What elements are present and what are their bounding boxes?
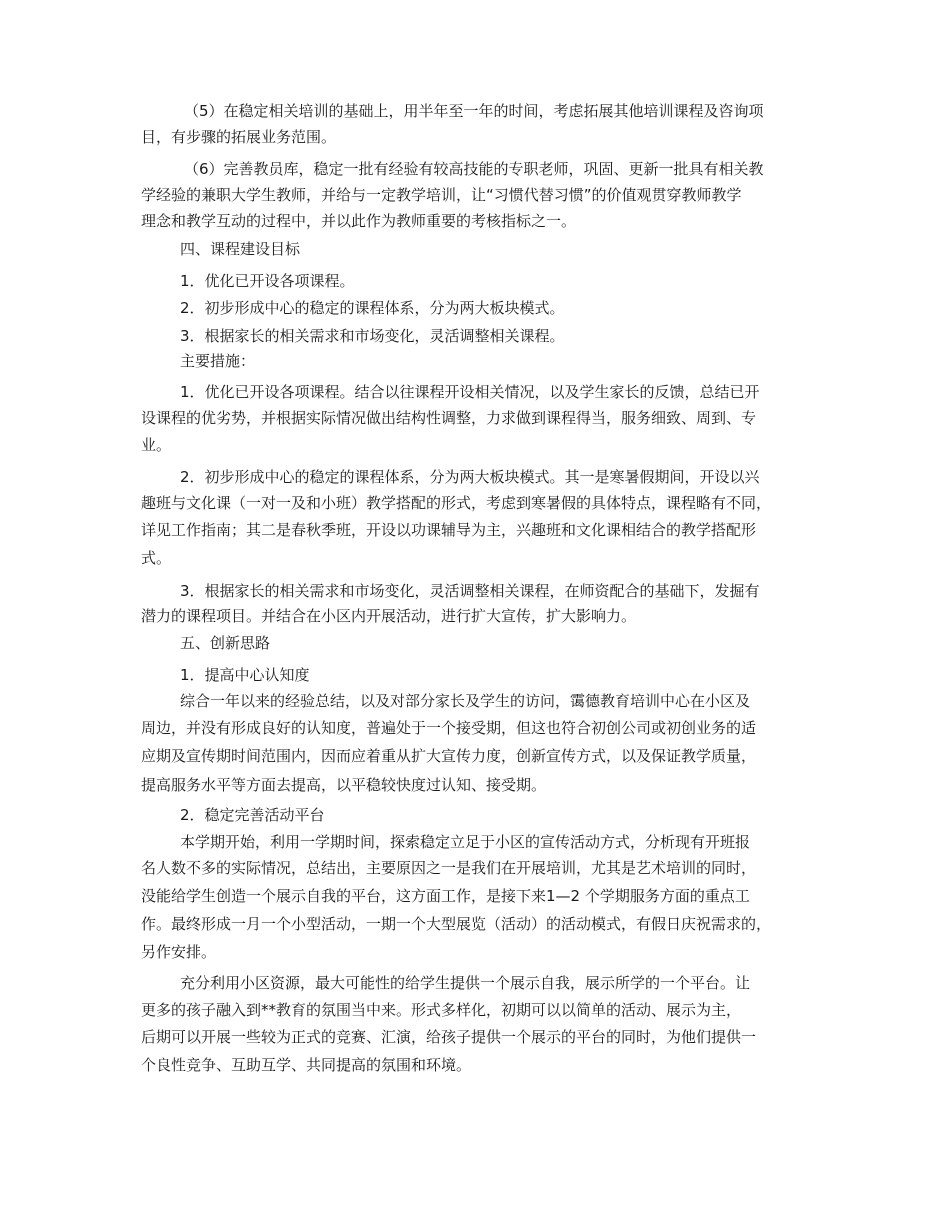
paragraph-line: 本学期开始，利用一学期时间，探索稳定立足于小区的宣传活动方式，分析现有开班报	[180, 833, 751, 851]
paragraph-line: 名人数不多的实际情况，总结出，主要原因之一是我们在开展培训，尤其是艺术培训的同时，	[141, 859, 757, 877]
paragraph-line: 提高服务水平等方面去提高，以平稳较快度过认知、接受期。	[141, 776, 547, 794]
paragraph-line: 应期及宣传期时间范围内，因而应着重从扩大宣传力度，创新宣传方式，以及保证教学质量，	[141, 747, 757, 765]
subsection-heading: 2．稳定完善活动平台	[180, 806, 325, 824]
paragraph-line: 设课程的优劣势，并根据实际情况做出结构性调整，力求做到课程得当，服务细致、周到、专	[141, 409, 757, 427]
paragraph-line: 理念和教学互动的过程中，并以此作为教师重要的考核指标之一。	[141, 212, 577, 230]
paragraph-line: 综合一年以来的经验总结，以及对部分家长及学生的访问，霭德教育培训中心在小区及	[180, 692, 751, 710]
subsection-heading: 主要措施：	[180, 352, 256, 370]
paragraph-line: 充分利用小区资源，最大可能性的给学生提供一个展示自我，展示所学的一个平台。让	[180, 974, 751, 992]
paragraph-line: 后期可以开展一些较为正式的竞赛、汇演，给孩子提供一个展示的平台的同时，为他们提供一	[141, 1028, 757, 1046]
paragraph-line: 学经验的兼职大学生教师，并给与一定教学培训，让“习惯代替习惯”的价值观贯穿教师教学	[141, 186, 742, 204]
paragraph-line: （6）完善教员库，稳定一批有经验有较高技能的专职老师，巩固、更新一批具有相关教	[184, 160, 764, 178]
section-heading: 四、课程建设目标	[180, 240, 301, 258]
paragraph-line: 详见工作指南；其二是春秋季班，开设以功课辅导为主，兴趣班和文化课相结合的教学搭配形	[141, 521, 757, 539]
paragraph-line: 趣班与文化课（一对一及和小班）教学搭配的形式，考虑到寒暑假的具体特点，课程略有不同，	[141, 494, 772, 512]
section-heading: 五、创新思路	[180, 634, 271, 652]
paragraph-line: 作。最终形成一月一个小型活动，一期一个大型展览（活动）的活动模式，有假日庆祝需求的，	[141, 915, 772, 933]
paragraph-line: 式。	[141, 549, 172, 567]
paragraph-line: 周边，并没有形成良好的认知度，普遍处于一个接受期，但这也符合初创公司或初创业务的适	[141, 719, 757, 737]
subsection-heading: 1．提高中心认知度	[180, 666, 310, 684]
paragraph-line: （5）在稳定相关培训的基础上，用半年至一年的时间，考虑拓展其他培训课程及咨询项	[184, 102, 764, 120]
list-item: 2．初步形成中心的稳定的课程体系，分为两大板块模式。	[180, 299, 565, 317]
paragraph-line: 潜力的课程项目。并结合在小区内开展活动，进行扩大宣传，扩大影响力。	[141, 607, 637, 625]
paragraph-line: 个良性竞争、互助互学、共同提高的氛围和环境。	[141, 1056, 472, 1074]
paragraph-line: 业。	[141, 436, 172, 454]
paragraph-line: 1．优化已开设各项课程。结合以往课程开设相关情况，以及学生家长的反馈，总结已开	[180, 383, 760, 401]
paragraph-line: 3．根据家长的相关需求和市场变化，灵活调整相关课程，在师资配合的基础下，发掘有	[180, 582, 760, 600]
paragraph-line: 目，有步骤的拓展业务范围。	[141, 128, 337, 146]
paragraph-line: 更多的孩子融入到**教育的氛围当中来。形式多样化，初期可以以简单的活动、展示为主，	[141, 1001, 742, 1019]
list-item: 1．优化已开设各项课程。	[180, 272, 355, 290]
list-item: 3．根据家长的相关需求和市场变化，灵活调整相关课程。	[180, 327, 565, 345]
paragraph-line: 2．初步形成中心的稳定的课程体系，分为两大板块模式。其一是寒暑假期间，开设以兴	[180, 468, 760, 486]
paragraph-line: 没能给学生创造一个展示自我的平台，这方面工作，是接下来1—2 个学期服务方面的重点工	[141, 887, 750, 905]
paragraph-line: 另作安排。	[141, 943, 217, 961]
